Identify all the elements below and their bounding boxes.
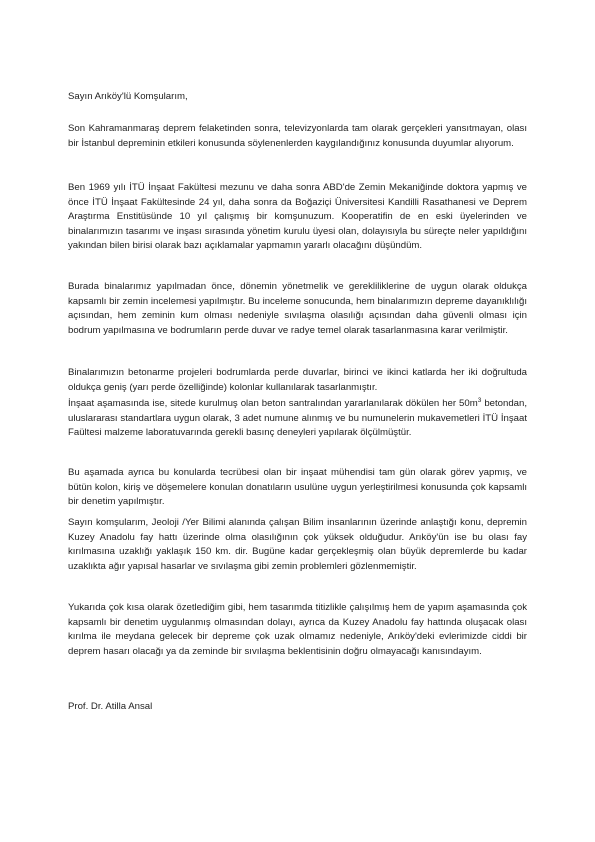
concrete-testing-text-start: İnşaat aşamasında ise, sitede kurulmuş olan beton santralından yararlanılarak dökülen her 50m	[68, 398, 478, 409]
paragraph-structural-design: Binalarımızın betonarme projeleri bodrumlarda perde duvarlar, birinci ve ikinci katlarda her iki doğrultuda oldukça geniş (yarı perde özelliğinde) kolonlar kullanılarak tasarlanmıştır.	[68, 367, 527, 393]
concrete-testing-text-end: betondan, uluslararası standartlara uygun olarak, 3 adet numune alınmış ve bu numunelerin mukavemetleri İTÜ İnşaat Faültesi malzeme laboratuvarında gerekli basınç deneyleri yapılarak ölçülmüştür.	[68, 398, 527, 439]
signature: Prof. Dr. Atilla Ansal	[68, 701, 153, 712]
paragraph-soil-investigation: Burada binalarımız yapılmadan önce, dönemin yönetmelik ve gerekliliklerine de uygun olarak oldukça kapsamlı bir zemin incelemesi yapılmıştır. Bu inceleme sonucunda, hem binalarımızın depreme dayanıklılığı açısından, hem zeminin kum olması nedeniyle sıvılaşma olasılığı açısından daha güvenli olması için bodrum yapılmasına ve bodrumların perde duvar ve radye temel olarak tasarlanmasına karar verilmiştir.	[68, 281, 527, 336]
salutation: Sayın Arıköy'lü Komşularım,	[68, 91, 188, 102]
cubic-superscript: 3	[477, 397, 482, 404]
paragraph-concrete-testing	[68, 397, 527, 441]
paragraph-author-background: Ben 1969 yılı İTÜ İnşaat Fakültesi mezunu ve daha sonra ABD'de Zemin Mekaniğinde doktora yapmış ve önce İTÜ İnşaat Fakültesinde 24 yıl, daha sonra da Boğaziçi Üniversitesi Kandilli Rasathanesi ve Deprem Araştırma Enstitüsünde 10 yıl çalışmış bir komşunuzum. Kooperatifin de en eski üyelerinden ve binalarımızın tasarımı ve inşası sırasında yönetim kurulu üyesi olan, dolayısıyla bu süreçte neler yapıldığını yakından bilen birisi olarak bazı açıklamalar yapmamın yararlı olacağını düşündüm.	[68, 182, 527, 252]
paragraph-fault-distance: Sayın komşularım, Jeoloji /Yer Bilimi alanında çalışan Bilim insanlarının üzerinde anlaştığı konu, depremin Kuzey Anadolu fay hattı üzerinde olma olasılığının çok yüksek olduğudur. Arıköy'ün ise bu olası fay kırılmasına uzaklığı yaklaşık 150 km. dir. Bugüne kadar gerçekleşmiş olan büyük depremlerde bu kadar uzaklıkta ağır yapısal hasarlar ve sıvılaşma gibi zemin problemleri gözlenmemiştir.	[68, 517, 527, 572]
paragraph-supervision: Bu aşamada ayrıca bu konularda tecrübesi olan bir inşaat mühendisi tam gün olarak görev yapmış, ve bütün kolon, kiriş ve döşemelere konulan donatıların usulüne uygun yerleştirilmesi konusunda çok kapsamlı bir denetim yapılmıştır.	[68, 467, 527, 508]
paragraph-conclusion: Yukarıda çok kısa olarak özetlediğim gibi, hem tasarımda titizlikle çalışılmış hem de yapım aşamasında çok kapsamlı bir denetim uygulanmış olmasından dolayı, ayrıca da Kuzey Anadolu fay hattında oluşacak olası kırılma ile meydana gelecek bir depreme çok uzak olmamız nedeniyle, Arıköy'deki evlerimizde ciddi bir deprem hasarı olacağı ya da zeminde bir sıvılaşma beklentisinin doğru olmayacağı kanısındayım.	[68, 602, 527, 657]
paragraph-concerns: Son Kahramanmaraş deprem felaketinden sonra, televizyonlarda tam olarak gerçekleri yansıtmayan, olası bir İstanbul depreminin etkileri konusunda söylenenlerden kaygılandığınız konusunda duyumlar alıyorum.	[68, 123, 527, 149]
